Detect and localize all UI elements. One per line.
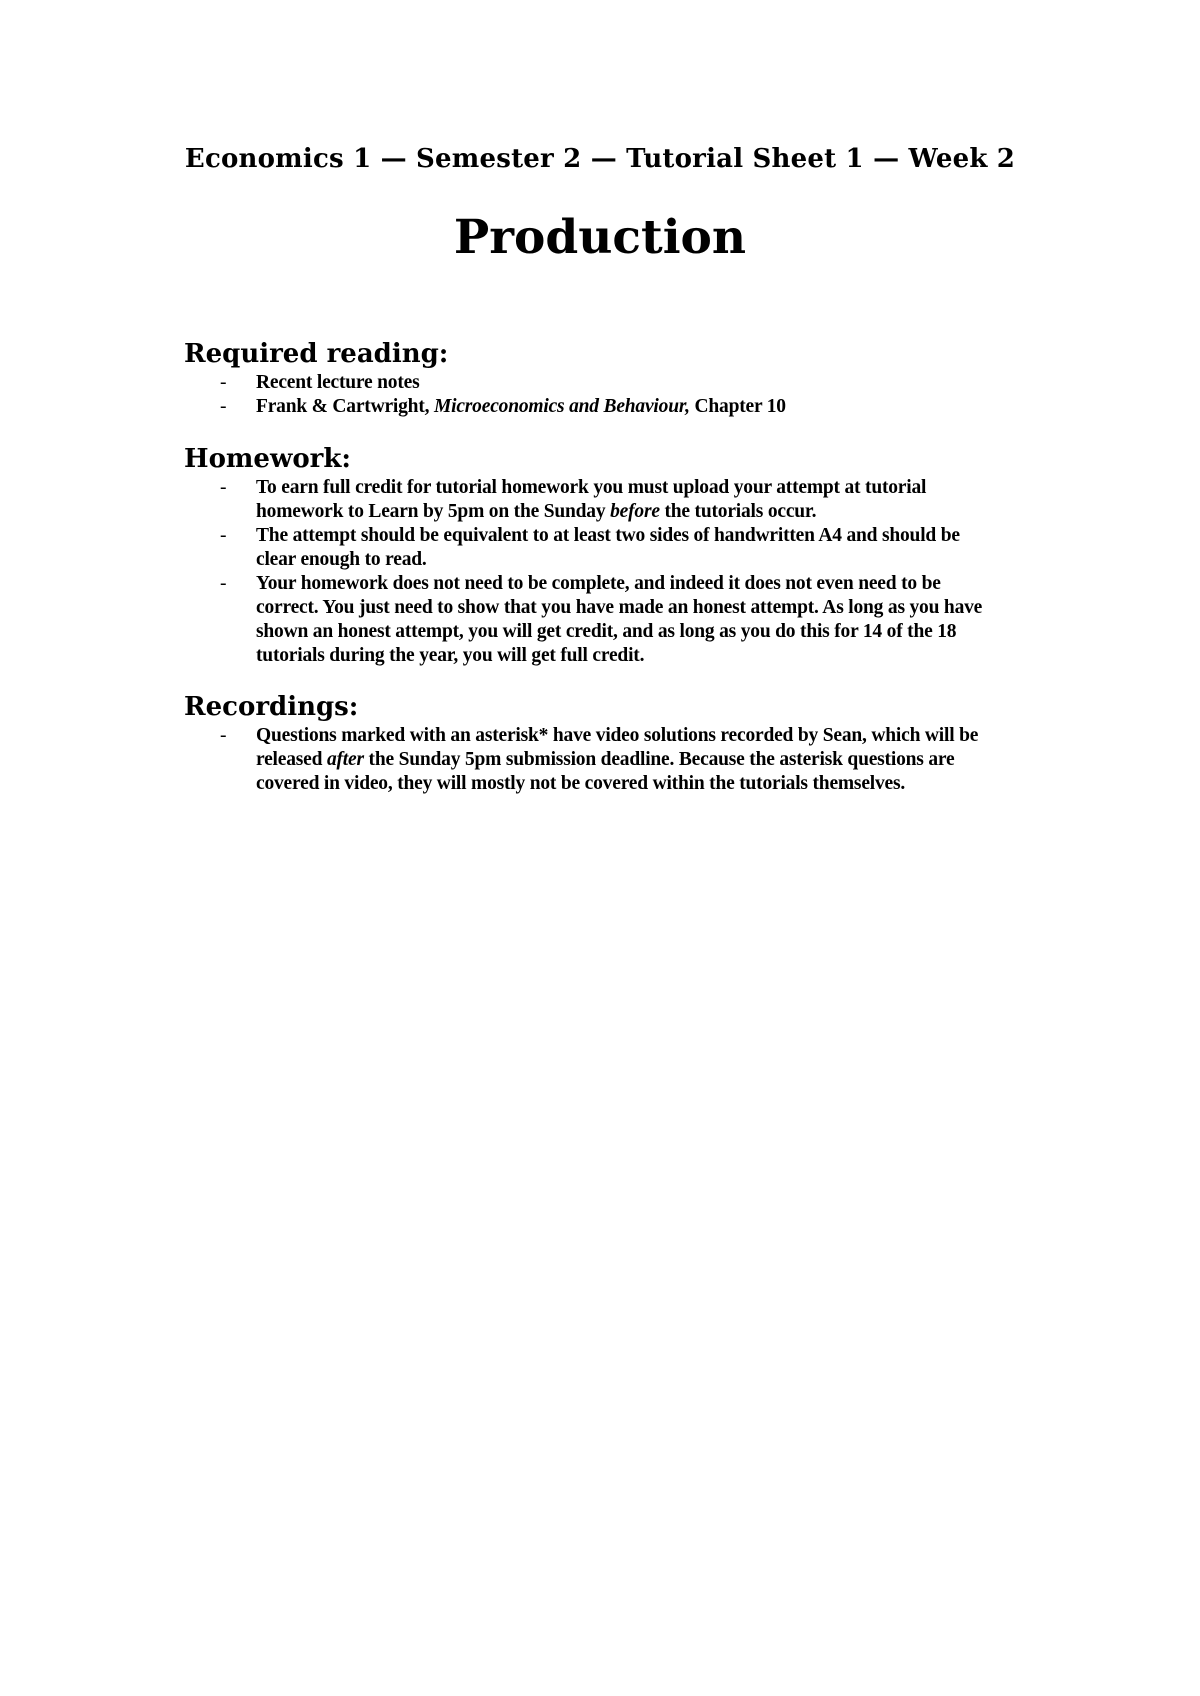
required-reading-section (184, 337, 1004, 419)
bullet-dash: - (220, 725, 227, 746)
document-title: Production (453, 210, 747, 265)
required-reading-list (184, 371, 1004, 419)
section-heading: Recordings: (184, 692, 359, 722)
homework-list (184, 476, 1004, 668)
bullet-dash: - (220, 396, 227, 417)
section-heading: Homework: (184, 444, 351, 474)
bullet-dash: - (220, 573, 227, 594)
list-item: - Questions marked with an asterisk* have video solutions recorded by Sean, which will be released after the Sunday 5pm submission deadline. Because the asterisk questions are covered in video, they will mostly not be covered within the tutorials themselves. (220, 725, 979, 794)
bullet-dash: - (220, 477, 227, 498)
emphasis: before (610, 501, 660, 522)
list-item: - The attempt should be equivalent to at least two sides of handwritten A4 and should be clear enough to read. (220, 525, 960, 570)
recordings-section (184, 690, 1004, 796)
bullet-dash: - (220, 372, 227, 393)
list-item: - Recent lecture notes (220, 372, 420, 393)
document-header: Economics 1 — Semester 2 — Tutorial Sheet 1 — Week 2 (184, 144, 1016, 174)
bullet-dash: - (220, 525, 227, 546)
list-item: - Your homework does not need to be complete, and indeed it does not even need to be correct. You just need to show that you have made an honest attempt. As long as you have shown an honest attempt, you will get credit, and as long as you do this for 14 of the 18 tutorials during the year, you will get full credit. (220, 573, 983, 666)
recordings-list (184, 724, 1004, 796)
homework-section (184, 442, 1004, 668)
book-title: Microeconomics and Behaviour, (433, 396, 690, 417)
section-heading: Required reading: (184, 339, 449, 369)
list-item: - To earn full credit for tutorial homework you must upload your attempt at tutorial homework to Learn by 5pm on the Sunday before the tutorials occur. (220, 477, 927, 522)
list-item: - Frank & Cartwright, Microeconomics and Behaviour, Chapter 10 (220, 396, 786, 417)
emphasis: after (326, 749, 364, 770)
